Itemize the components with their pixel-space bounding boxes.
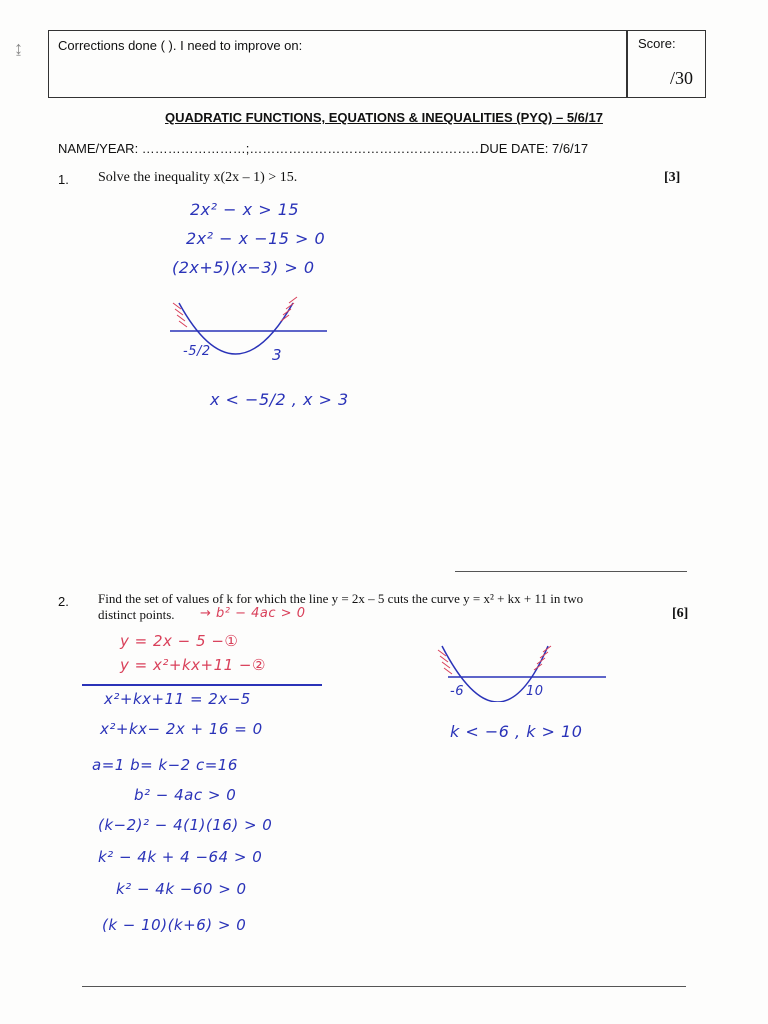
q2-marks: [6] <box>672 606 689 621</box>
q2-answer: k < −6 , k > 10 <box>450 722 583 741</box>
q2-working-5: a=1 b= k−2 c=16 <box>92 756 238 774</box>
q1-working-2: 2x² − x −15 > 0 <box>186 229 326 248</box>
page-title: QUADRATIC FUNCTIONS, EQUATIONS & INEQUALITIES (PYQ) – 5/6/17 <box>165 110 603 125</box>
corrections-label: Corrections done ( ). I need to improve on: <box>58 38 303 53</box>
q1-marks: [3] <box>664 170 681 185</box>
q1-root-right: 3 <box>272 346 283 364</box>
bottom-rule <box>82 986 686 987</box>
answer-line <box>455 571 687 572</box>
q2-shading-left <box>438 650 452 674</box>
q2-text-line2: distinct points. <box>98 607 175 622</box>
q2-text-line1: Find the set of values of k for which the line y = 2x – 5 cuts the curve y = x² + kx + 11 in two <box>98 591 584 606</box>
tick-icon: ↨ <box>14 38 23 58</box>
q2-number: 2. <box>58 594 69 609</box>
q2-working-3: x²+kx+11 = 2x−5 <box>104 690 251 708</box>
q2-annotation: → b² − 4ac > 0 <box>200 606 306 621</box>
q1-root-left: -5/2 <box>183 344 211 359</box>
q2-working-8: k² − 4k + 4 −64 > 0 <box>98 848 263 866</box>
q2-working-7: (k−2)² − 4(1)(16) > 0 <box>98 816 273 834</box>
q1-working-1: 2x² − x > 15 <box>190 200 300 219</box>
q1-text: Solve the inequality x(2x – 1) > 15. <box>98 170 298 185</box>
name-field: NAME/YEAR: ……………………;……………………………………………… <box>58 141 484 156</box>
q1-parabola-graph <box>165 295 335 375</box>
q2-working-6: b² − 4ac > 0 <box>134 786 237 804</box>
q2-working-1: y = 2x − 5 −① <box>120 632 239 650</box>
q2-working-2: y = x²+kx+11 −② <box>120 656 266 674</box>
q2-underline <box>82 684 322 686</box>
header-divider <box>626 30 628 98</box>
q2-working-10: (k − 10)(k+6) > 0 <box>102 916 247 934</box>
q2-working-4: x²+kx− 2x + 16 = 0 <box>100 720 263 738</box>
score-label: Score: <box>638 36 676 51</box>
q1-number: 1. <box>58 172 69 187</box>
score-total: /30 <box>670 68 694 88</box>
q2-root-left: -6 <box>450 684 464 699</box>
q1-working-3: (2x+5)(x−3) > 0 <box>172 258 315 277</box>
q2-working-9: k² − 4k −60 > 0 <box>116 880 247 898</box>
q1-answer: x < −5/2 , x > 3 <box>210 390 349 409</box>
due-date: DUE DATE: 7/6/17 <box>480 141 589 156</box>
q1-shading-left <box>173 303 187 327</box>
q2-root-right: 10 <box>526 684 544 699</box>
